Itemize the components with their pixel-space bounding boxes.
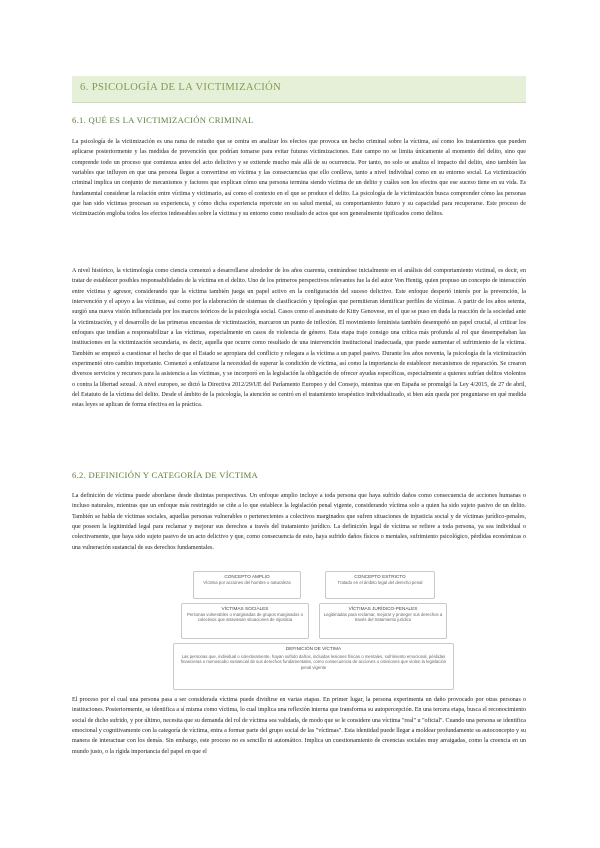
- concept-restricted-title: CONCEPTO ESTRICTO: [354, 574, 406, 579]
- section-title: 6. PSICOLOGÍA DE LA VICTIMIZACIÓN: [80, 82, 282, 93]
- victim-definition-title: DEFINICIÓN DE VÍCTIMA: [285, 646, 342, 651]
- victim-definition-box: [173, 643, 454, 690]
- subsection-title-definition: 6.2. DEFINICIÓN Y CATEGORÍA DE VÍCTIMA: [72, 470, 259, 480]
- victim-definition-body: Las personas que, individual o colectivamente, hayan sufrido daños, incluidas lesiones físicas o mentales, sufrimiento emocional, pérdidas financieras o menoscabo sustancial de sus derechos fundamentales, como consecuencia de acciones u omisiones que violen la legislación penal vigente: [180, 654, 447, 670]
- section-banner: [72, 76, 526, 103]
- concept-broad-title: CONCEPTO AMPLIO: [224, 574, 270, 579]
- legal-victims-title: VÍCTIMAS JURÍDICO-PENALES: [348, 606, 418, 611]
- paragraph-2: A nivel histórico, la victimología como ciencia comenzó a desarrollarse alrededor de los años cuarenta, centrándose inicialmente en el análisis del comportamiento victimal, es decir, en tratar de establecer posibles responsabilidades de la víctima en el delito. Uno de los primeros perspectivos relevantes fue la del autor Von Hentig, quien propuso un concepto de interacción entre víctima y agresor, considerando que la víctima también juega un papel activo en la configuración del suceso delictivo. Este enfoque despertó interés por la prevención, la intervención y el apoyo a las víctimas, así como por la elaboración de sistemas de clasificación y tipologías que permitieran identificar perfiles de víctimas. A partir de los años setenta, surgió una nueva visión influenciada por los marcos teóricos de la psicología social. Casos como el asesinato de Kitty Genovese, en el que se puso en duda la reacción de la sociedad ante la victimización, y el desarrollo de las primeras encuestas de victimización, marcaron un punto de inflexión. El movimiento feminista también desempeñó un papel crucial, al criticar los enfoques que tendían a responsabilizar a las víctimas, especialmente en casos de violencia de género. Esta etapa trajo consigo una crítica más profunda al rol que desempeñaban las instituciones en la victimización secundaria, es decir, aquella que ocurre como resultado de una intervención institucional inadecuada, que puede aumentar el sufrimiento de la víctima. También se empezó a cuestionar el hecho de que el Estado se apropiara del conflicto y relegara a la víctima a un papel pasivo. Durante los años noventa, la psicología de la victimización experimentó otro cambio importante. Comenzó a enfatizarse la necesidad de superar la condición de víctima, así como la importancia de establecer mecanismos de reparación. Se crearon diversos servicios y recursos para la asistencia a las víctimas, y se incorporó en la legislación la obligación de ofrecer ayudas específicas, especialmente a quienes sufrían delitos violentos o contra la libertad sexual. A nivel europeo, se dictó la Directiva 2012/29/UE del Parlamento Europeo y del Consejo, mientras que en España se promulgó la Ley 4/2015, de 27 de abril, del Estatuto de la víctima del delito. Desde el ámbito de la psicología, la atención se centró en el tratamiento terapéutico individualizado, si bien aún queda por preguntarse en qué medida estas leyes se aplican de forma efectiva en la práctica.: [72, 268, 526, 409]
- concept-restricted-body: Tratado en el ámbito legal del derecho penal: [337, 580, 423, 585]
- paragraph-3: La definición de víctima puede abordarse desde distintas perspectivas. Un enfoque amplio incluye a toda persona que haya sufrido daños como consecuencia de acciones humanas o incluso naturales, mientras que un enfoque más restringido se ciñe a lo que establece la legislación penal vigente, considerando víctima solo a quien ha sido sujeto pasivo de un delito. También se habla de víctimas sociales, aquellas personas vulnerables o pertenecientes a colectivos marginados que sufren situaciones de injusticia social y de víctimas jurídico-penales, que poseen la legitimidad legal para reclamar y mejorar sus derechos a través del tratamiento jurídico. La definición legal de víctima se refiere a toda persona, ya sea individual o colectivamente, que haya sido sujeto pasivo de un acto delictivo y que, como consecuencia de esto, haya sufrido daños físicos o mentales, sufrimiento psicológico, pérdidas económicas o una vulneración sustancial de sus derechos fundamentales.: [72, 493, 526, 551]
- paragraph-1: La psicología de la victimización es una rama de estudio que se centra en analizar los efectos que provoca un hecho criminal sobre la víctima, así como los tratamientos que pueden aplicarse posteriormente y las medidas de prevención que podrían tomarse para evitar futuras victimizaciones. Este campo no se limita únicamente al momento del delito, sino que comprende todo un proceso que comienza antes del acto delictivo y se extiende mucho más allá de su ocurrencia. Por tanto, no solo se analiza el impacto del delito, sino también las variables que influyen en que una persona llegue a convertirse en víctima y las consecuencias que ello conlleva, tanto a nivel individual como en su entorno social. La victimización criminal implica un conjunto de mecanismos y factores que explican cómo una persona termina siendo víctima de un delito y cuáles son los efectos que ese suceso tiene en su vida. Es fundamental considerar la relación entre víctima y victimario, así como el contexto en el que se produce el delito. La psicología de la victimización busca comprender cómo las personas que han sido víctimas procesan su experiencia, y cómo dicha experiencia repercute en su salud mental, su comportamiento futuro y su capacidad para recuperarse. Este proceso de victimización engloba todos los efectos indeseables sobre la víctima y su entorno como resultado de actos que son generalmente tipificados como delitos.: [72, 139, 526, 218]
- social-victims-body: Personas vulnerables o marginadas de grupos marginados o colectivos que atraviesan situaciones de injusticia: [186, 612, 304, 623]
- paragraph-4: El proceso por el cual una persona pasa a ser considerada víctima puede dividirse en varias etapas. En primer lugar, la persona experimenta un daño provocado por otras personas o instituciones. Posteriormente, se identifica a sí misma como víctima, lo cual implica una reflexión interna que transforma su autopercepción. En una tercera etapa, busca el reconocimiento social de dicho sufrido, y por último, necesita que su demanda del rol de víctima sea validada, de modo que se le considere una víctima "real" u "oficial". Cuando una persona se identifica emocional y cognitivamente con la categoría de víctima, entra a formar parte del grupo social de las "víctimas". Esta identidad puede llegar a moldear profundamente su autoconcepto y su manera de interactuar con los demás. Sin embargo, este proceso no es sencillo ni automático. Implica un cuestionamiento de creencias sociales muy arraigadas, como la creencia en un mundo justo, o la rígida importancia del papel en que el: [72, 697, 526, 755]
- victim-concept-diagram: [173, 571, 453, 689]
- social-victims-title: VÍCTIMAS SOCIALES: [221, 606, 269, 611]
- subsection-title-victimization: 6.1. QUÉ ES LA VICTIMIZACIÓN CRIMINAL: [72, 115, 254, 125]
- legal-victims-body: Legitimadas para reclamar, mejorar y proteger sus derechos a través del tratamiento jurídico: [323, 612, 443, 623]
- concept-restricted-box: [325, 571, 435, 599]
- concept-broad-body: Víctima por acciones del hombre o naturaleza: [203, 580, 291, 585]
- social-victims-box: [181, 603, 309, 639]
- legal-victims-box: [319, 603, 447, 639]
- concept-broad-box: [193, 571, 301, 599]
